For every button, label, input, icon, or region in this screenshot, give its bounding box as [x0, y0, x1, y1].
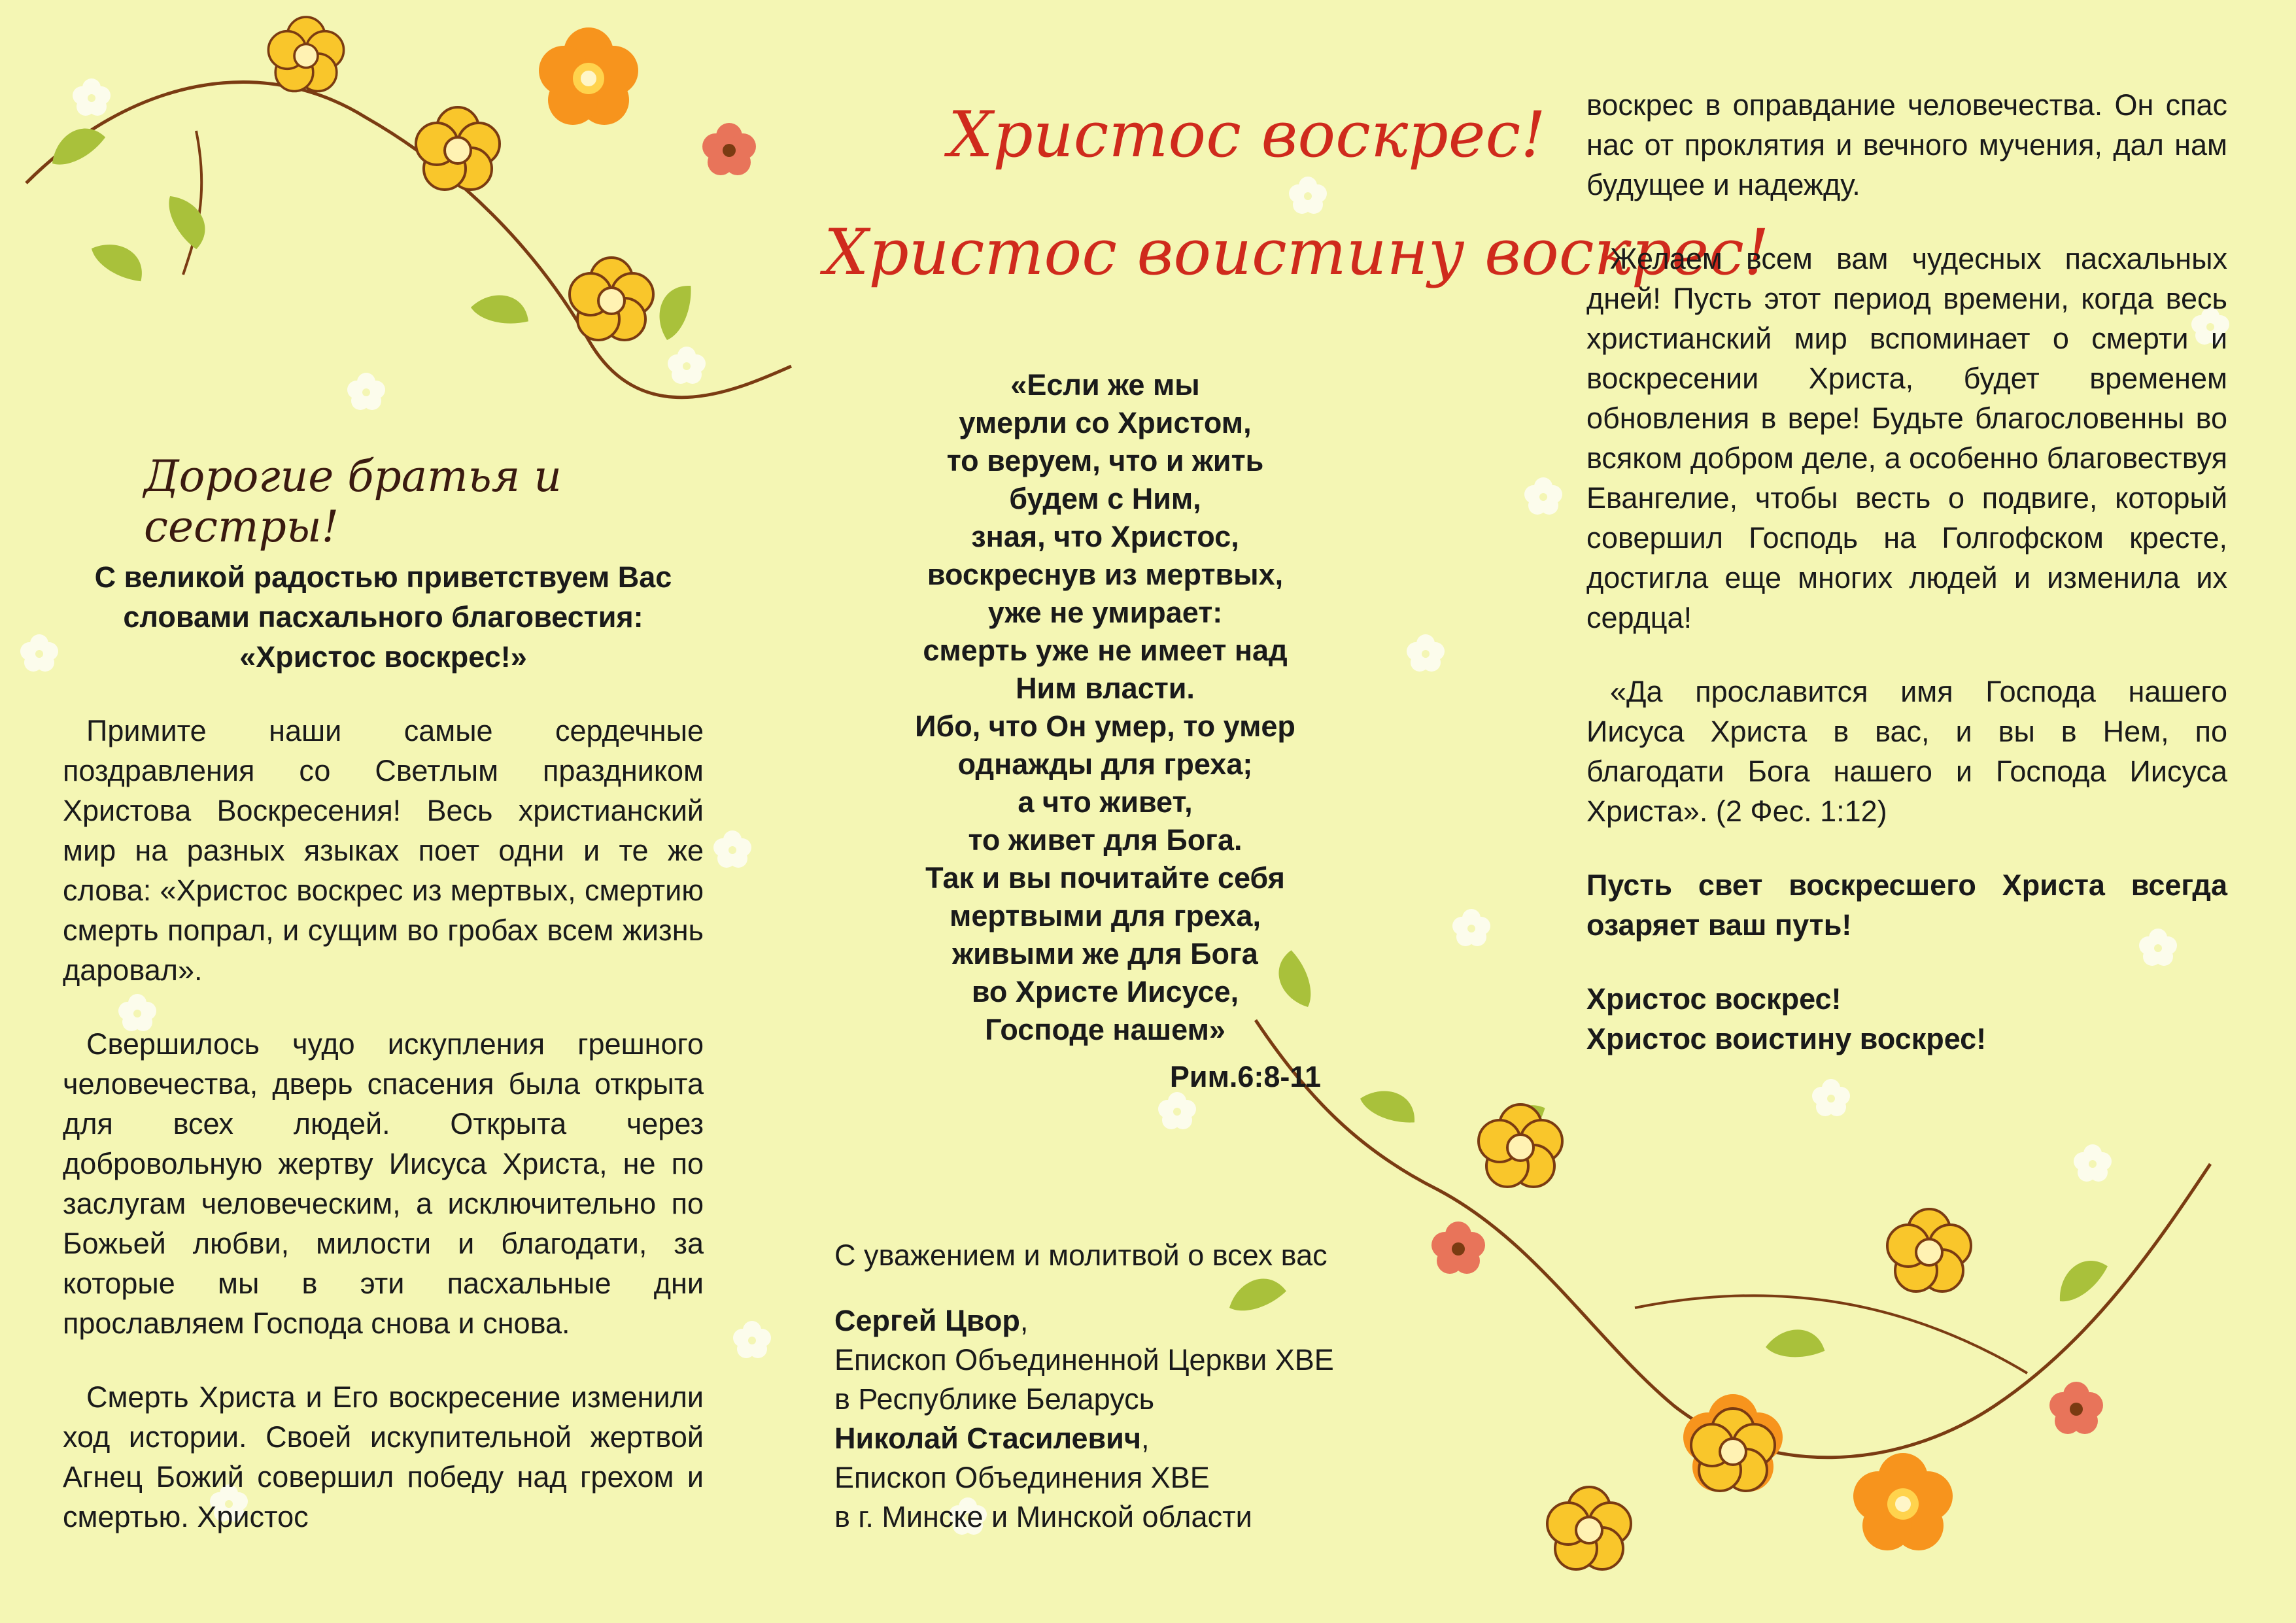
signer-title: в г. Минске и Минской области: [834, 1500, 1252, 1533]
verse-line: то живет для Бога.: [968, 823, 1242, 857]
closing-line: С уважением и молитвой о всех вас: [834, 1239, 1328, 1272]
left-column: [63, 557, 704, 1537]
closing-greeting: Христос воистину воскрес!: [1586, 1022, 1987, 1055]
signer-title: Епископ Объединенной Церкви ХВЕ: [834, 1343, 1334, 1376]
scripture-verse: [850, 366, 1360, 1096]
verse-line: Так и вы почитайте себя: [925, 861, 1285, 895]
intro-line: словами пасхального благовестия:: [123, 600, 643, 634]
signer-name: Николай Стасилевич: [834, 1422, 1141, 1455]
verse-line: то веруем, что и жить: [946, 444, 1264, 477]
signer-title: в Республике Беларусь: [834, 1382, 1155, 1416]
verse-line: Господе нашем»: [985, 1013, 1225, 1046]
verse-line: воскреснув из мертвых,: [927, 558, 1284, 591]
intro-line: С великой радостью приветствуем Вас: [94, 560, 672, 594]
greeting: Дорогие братья и сестры!: [144, 451, 562, 552]
paragraph: «Да прославится имя Господа нашего Иисуса Христа в вас, и вы в Нем, по благодати Бога нашего и Господа Иисуса Христа». (2 Фес. 1:12): [1586, 675, 2227, 828]
signer-title: Епископ Объединения ХВЕ: [834, 1461, 1210, 1494]
title-line-1: Христос воскрес!: [948, 98, 1546, 171]
verse-line: Ним власти.: [1016, 672, 1195, 705]
closing-greeting: Христос воскрес!: [1586, 982, 1842, 1016]
verse-line: уже не умирает:: [987, 596, 1223, 629]
paragraph: Смерть Христа и Его воскресение изменили ход истории. Своей искупительной жертвой Агнец Божий совершил победу над грехом и смертью. Христос: [63, 1380, 704, 1533]
verse-line: Ибо, что Он умер, то умер: [915, 709, 1295, 743]
right-column: [1586, 85, 2227, 1059]
title-line-2: Христос воистину воскрес!: [824, 216, 1770, 289]
paragraph: Свершилось чудо искупления грешного человечества, дверь спасения была открыта для всех людей. Открыта через добровольную жертву Иисуса Христа, не по заслугам человеческим, а исключительно по Божьей любви, милости и благодати, за которые мы в эти пасхальные дни прославляем Господа снова и снова.: [63, 1027, 704, 1340]
verse-line: умерли со Христом,: [959, 406, 1252, 439]
paragraph: воскрес в оправдание человечества. Он спас нас от проклятия и вечного мучения, дал нам будущее и надежду.: [1586, 88, 2227, 201]
verse-line: живыми же для Бога: [952, 937, 1258, 970]
blessing: Пусть свет воскресшего Христа всегда озаряет ваш путь!: [1586, 868, 2227, 942]
verse-line: будем с Ним,: [1009, 482, 1201, 515]
verse-line: зная, что Христос,: [971, 520, 1239, 553]
paragraph: Желаем всем вам чудесных пасхальных дней! Пусть этот период времени, когда весь христианский мир вспоминает о смерти и воскресении Христа, будет временем обновления в вере! Будьте благословенны во всяком добром деле, а особенно благовествуя Евангелие, чтобы весть о подвиге, который совершил Господь на Голгофском кресте, достигла еще многих людей и изменила их сердца!: [1586, 242, 2227, 634]
verse-line: мертвыми для греха,: [950, 899, 1261, 932]
signature-block: С уважением и молитвой о всех вас Сергей Цвор, Епископ Объединенной Церкви ХВЕ в Республике Беларусь Николай Стасилевич, Епископ Объединения ХВЕ в г. Минске и Минской области: [834, 1236, 1423, 1537]
verse-line: во Христе Иисусе,: [971, 975, 1239, 1008]
verse-line: «Если же мы: [1010, 368, 1200, 401]
signer-name: Сергей Цвор: [834, 1304, 1020, 1337]
verse-reference: Рим.6:8-11: [1169, 1060, 1321, 1093]
intro: [63, 557, 704, 677]
verse-line: а что живет,: [1018, 785, 1193, 819]
verse-line: однажды для греха;: [957, 747, 1253, 781]
paragraph: Примите наши самые сердечные поздравления со Светлым праздником Христова Воскресения! Весь христианский мир на разных языках поет одни и те же слова: «Христос воскрес из мертвых, смертию смерть попрал, и сущим во гробах всем жизнь даровал».: [63, 714, 704, 987]
intro-line: «Христос воскрес!»: [239, 640, 527, 674]
verse-line: смерть уже не имеет над: [923, 634, 1288, 667]
